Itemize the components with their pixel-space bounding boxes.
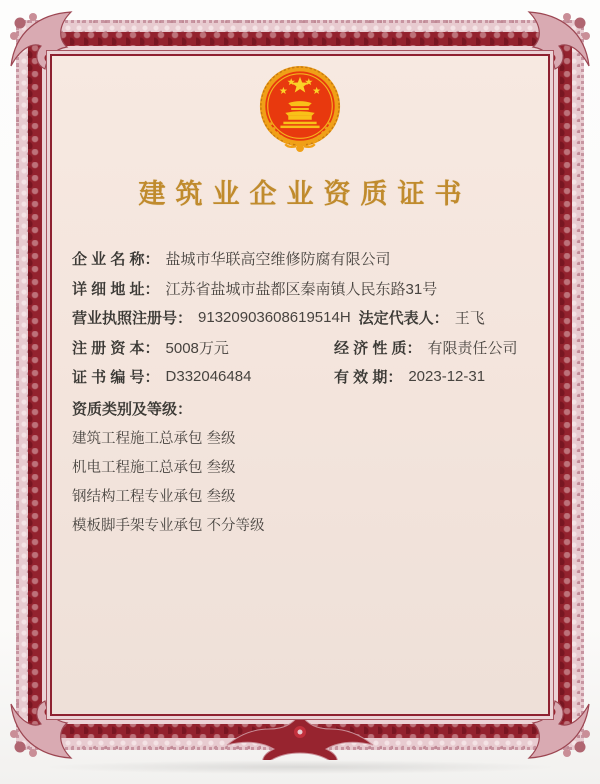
- field-label: 营业执照注册号：: [72, 310, 193, 328]
- qualification-item: 钢结构工程专业承包 叁级: [72, 488, 236, 505]
- certificate-body: [50, 54, 550, 716]
- qualification-section-header: 资质类别及等级：: [72, 400, 193, 418]
- fields-block: [72, 244, 534, 539]
- field-label: 证 书 编 号：: [72, 369, 160, 387]
- emblem-area: [52, 64, 548, 154]
- field-certno-and-validity: [72, 362, 534, 392]
- field-value: 2023-12-31: [408, 368, 486, 386]
- field-label: 企 业 名 称：: [72, 251, 160, 269]
- field-company-name: [72, 244, 534, 274]
- field-label: 经 济 性 质：: [334, 339, 422, 357]
- bottom-center-ornament-icon: [225, 712, 375, 760]
- field-license-and-representative: [72, 303, 534, 333]
- field-capital-and-nature: [72, 333, 534, 363]
- field-value: 91320903608619514H: [198, 309, 351, 327]
- national-emblem-icon: [256, 64, 344, 154]
- field-label: 有 效 期：: [334, 369, 403, 387]
- field-value: D332046484: [165, 368, 252, 386]
- field-label: 注 册 资 本：: [72, 339, 160, 357]
- field-value: 王飞: [454, 310, 485, 328]
- qualification-list: [72, 423, 534, 539]
- field-label: 详 细 地 址：: [72, 280, 160, 298]
- field-value: 有限责任公司: [427, 339, 518, 357]
- field-value: 江苏省盐城市盐都区秦南镇人民东路31号: [165, 280, 438, 298]
- qualification-item: 建筑工程施工总承包 叁级: [72, 430, 236, 447]
- field-address: [72, 274, 534, 304]
- field-label: 法定代表人：: [358, 310, 449, 328]
- qualification-item: 模板脚手架专业承包 不分等级: [72, 517, 265, 534]
- certificate-title: 建筑业企业资质证书: [138, 179, 472, 209]
- qualification-item: 机电工程施工总承包 叁级: [72, 459, 236, 476]
- field-value: 5008万元: [165, 339, 229, 357]
- field-value: 盐城市华联高空维修防腐有限公司: [165, 251, 391, 269]
